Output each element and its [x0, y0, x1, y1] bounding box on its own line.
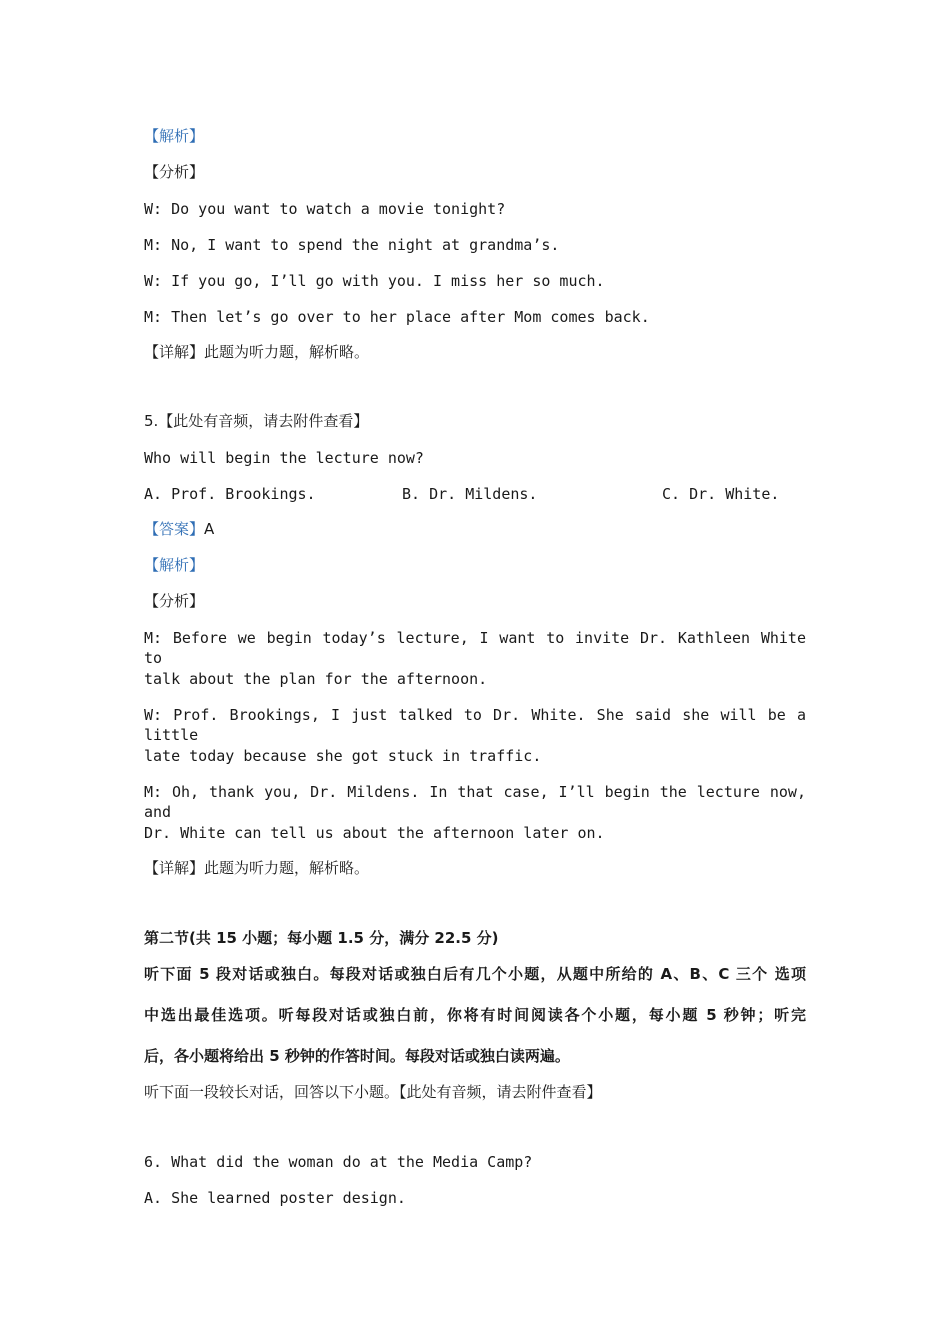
section-instructions: 听下面 5 段对话或独白。每段对话或独白后有几个小题，从题中所给的 A、B、C 三个 选项: [144, 965, 806, 983]
section-intro: 听下面一段较长对话，回答以下小题。【此处有音频，请去附件查看】: [144, 1083, 602, 1101]
option-c: C. Dr. White.: [662, 485, 780, 503]
fenxi-heading: 【分析】: [144, 163, 205, 181]
dialogue-line: W: Do you want to watch a movie tonight?: [144, 200, 506, 218]
section-title: 第二节(共 15 小题；每小题 1.5 分，满分 22.5 分): [144, 929, 499, 947]
xiangjie-heading: 【详解】: [144, 343, 205, 361]
dialogue-line: late today because she got stuck in traffic.: [144, 747, 542, 765]
option-a: A. She learned poster design.: [144, 1189, 406, 1207]
answer-heading: 【答案】: [144, 520, 205, 538]
section-instructions: 后，各小题将给出 5 秒钟的作答时间。每段对话或独白读两遍。: [144, 1047, 570, 1065]
dialogue-line: M: Then let’s go over to her place after Mom comes back.: [144, 308, 650, 326]
question-5-options: [144, 484, 806, 504]
dialogue-line: M: No, I want to spend the night at grandma’s.: [144, 236, 560, 254]
xiangjie-text: 此题为听力题，解析略。: [204, 859, 370, 877]
xiangjie-line: [144, 858, 369, 878]
jiexi-heading: 【解析】: [144, 556, 205, 574]
question-5-stem: Who will begin the lecture now?: [144, 449, 424, 467]
dialogue-line: M: Before we begin today’s lecture, I want to invite Dr. Kathleen White to: [144, 629, 806, 667]
dialogue-line: M: Oh, thank you, Dr. Mildens. In that case, I’ll begin the lecture now, and: [144, 783, 806, 821]
answer-line: [144, 519, 214, 539]
question-5-header: 5.【此处有音频，请去附件查看】: [144, 412, 369, 430]
option-a: A. Prof. Brookings.: [144, 485, 316, 503]
dialogue-line: W: If you go, I’ll go with you. I miss her so much.: [144, 272, 605, 290]
fenxi-heading: 【分析】: [144, 592, 205, 610]
xiangjie-text: 此题为听力题，解析略。: [204, 343, 370, 361]
xiangjie-heading: 【详解】: [144, 859, 205, 877]
dialogue-line: Dr. White can tell us about the afternoon later on.: [144, 824, 605, 842]
dialogue-line: W: Prof. Brookings, I just talked to Dr. White. She said she will be a little: [144, 706, 806, 744]
section-instructions: 中选出最佳选项。听每段对话或独白前，你将有时间阅读各个小题，每小题 5 秒钟；听完: [144, 1006, 806, 1024]
option-b: B. Dr. Mildens.: [402, 485, 538, 503]
answer-value: A: [204, 520, 215, 538]
dialogue-line: talk about the plan for the afternoon.: [144, 670, 488, 688]
question-6-stem: 6. What did the woman do at the Media Camp?: [144, 1153, 533, 1171]
xiangjie-line: [144, 342, 369, 362]
jiexi-heading: 【解析】: [144, 127, 205, 145]
